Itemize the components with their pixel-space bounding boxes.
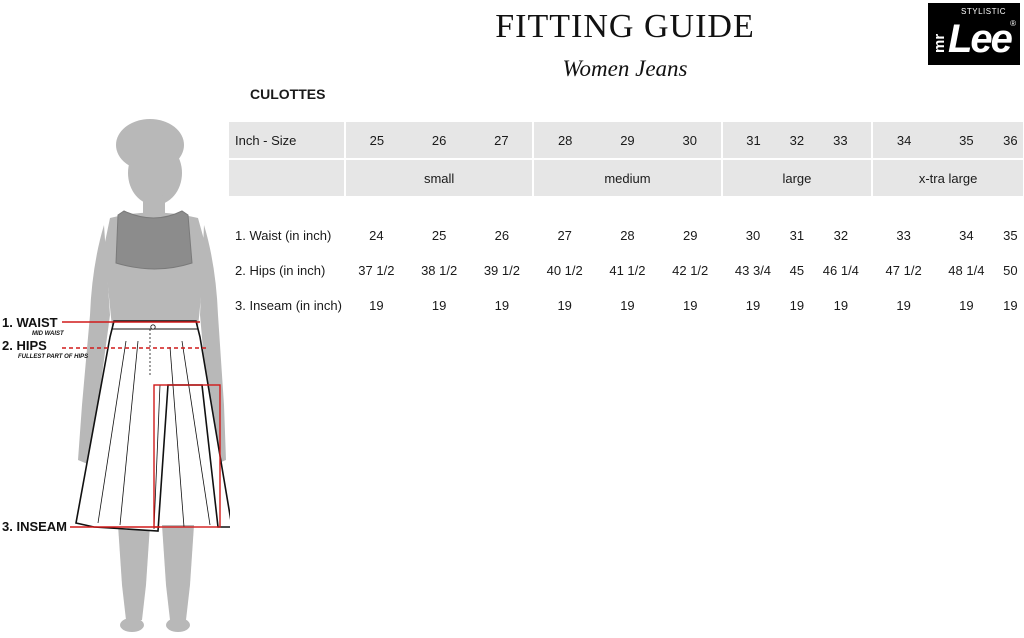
table-cell: 48 1/4 (948, 263, 985, 278)
size-cell: 32 (784, 122, 809, 159)
table-cell: 38 1/2 (421, 263, 458, 278)
table-cell: 19 (833, 298, 849, 313)
size-group-medium: medium (533, 159, 721, 196)
row-label-waist: 1. Waist (in inch) (235, 228, 332, 243)
size-cell: 28 (533, 122, 596, 159)
table-cell: 39 1/2 (483, 263, 520, 278)
size-group-large: large (722, 159, 873, 196)
group-header-blank (229, 159, 345, 196)
brand-logo (928, 3, 1020, 65)
size-header-label: Inch - Size (229, 122, 345, 159)
table-cell: 32 (833, 228, 849, 243)
table-cell: 26 (494, 228, 510, 243)
hips-label: 2. HIPS (2, 338, 47, 353)
size-group-small: small (345, 159, 533, 196)
inseam-label: 3. INSEAM (2, 519, 68, 534)
size-cell: 26 (408, 122, 471, 159)
crop-top (116, 211, 192, 269)
size-cell: 34 (872, 122, 935, 159)
size-chart-table (229, 122, 1023, 323)
table-cell: 19 (494, 298, 510, 313)
table-cell: 30 (745, 228, 761, 243)
size-cell: 33 (809, 122, 872, 159)
logo-registered-mark: ® (1010, 19, 1016, 28)
table-cell: 19 (789, 298, 805, 313)
size-cell: 27 (471, 122, 534, 159)
hips-note: FULLEST PART OF HIPS (18, 354, 89, 360)
size-group-row (229, 159, 1023, 196)
table-cell: 19 (1003, 298, 1018, 313)
table-cell: 34 (959, 228, 974, 243)
table-cell: 41 1/2 (609, 263, 646, 278)
logo-prefix: mr (931, 33, 948, 53)
table-cell: 19 (557, 298, 572, 313)
table-cell: 19 (620, 298, 635, 313)
table-cell: 27 (557, 228, 572, 243)
table-spacer (229, 196, 1023, 218)
size-cell: 35 (935, 122, 998, 159)
table-cell: 19 (896, 298, 911, 313)
table-cell: 19 (369, 298, 384, 313)
table-cell: 46 1/4 (822, 263, 859, 278)
page-title: FITTING GUIDE (495, 8, 755, 45)
table-cell: 19 (682, 298, 698, 313)
table-cell: 50 (1003, 263, 1018, 278)
table-cell: 19 (959, 298, 974, 313)
row-label-inseam: 3. Inseam (in inch) (235, 298, 342, 313)
logo-brand: Lee (948, 17, 1011, 61)
size-cell: 25 (345, 122, 408, 159)
row-label-hips: 2. Hips (in inch) (235, 263, 326, 278)
size-cell: 31 (722, 122, 785, 159)
size-cell: 30 (659, 122, 722, 159)
table-cell: 37 1/2 (358, 263, 395, 278)
size-group-xtra-large: x-tra large (872, 159, 1023, 196)
size-header-row (229, 122, 1023, 159)
waist-note: MID WAIST (32, 331, 64, 337)
table-cell: 31 (789, 228, 805, 243)
table-cell: 42 1/2 (672, 263, 709, 278)
table-cell: 19 (745, 298, 761, 313)
table-cell: 19 (431, 298, 447, 313)
table-cell: 25 (431, 228, 447, 243)
table-cell: 40 1/2 (546, 263, 583, 278)
table-cell: 45 (789, 263, 805, 278)
page-subtitle: Women Jeans (562, 56, 688, 81)
model-figure-illustration (0, 115, 230, 638)
size-cell: 29 (596, 122, 659, 159)
logo-tagline: STYLISTIC (961, 7, 1006, 16)
table-cell: 35 (1003, 228, 1018, 243)
table-row (229, 253, 1023, 288)
table-row (229, 288, 1023, 323)
table-cell: 24 (369, 228, 384, 243)
table-cell: 33 (896, 228, 911, 243)
table-row (229, 218, 1023, 253)
waist-label: 1. WAIST (2, 315, 58, 330)
table-cell: 29 (682, 228, 698, 243)
table-cell: 28 (620, 228, 635, 243)
size-cell: 36 (998, 122, 1023, 159)
product-type-label: CULOTTES (250, 86, 326, 102)
table-cell: 47 1/2 (885, 263, 922, 278)
table-cell: 43 3/4 (734, 263, 772, 278)
